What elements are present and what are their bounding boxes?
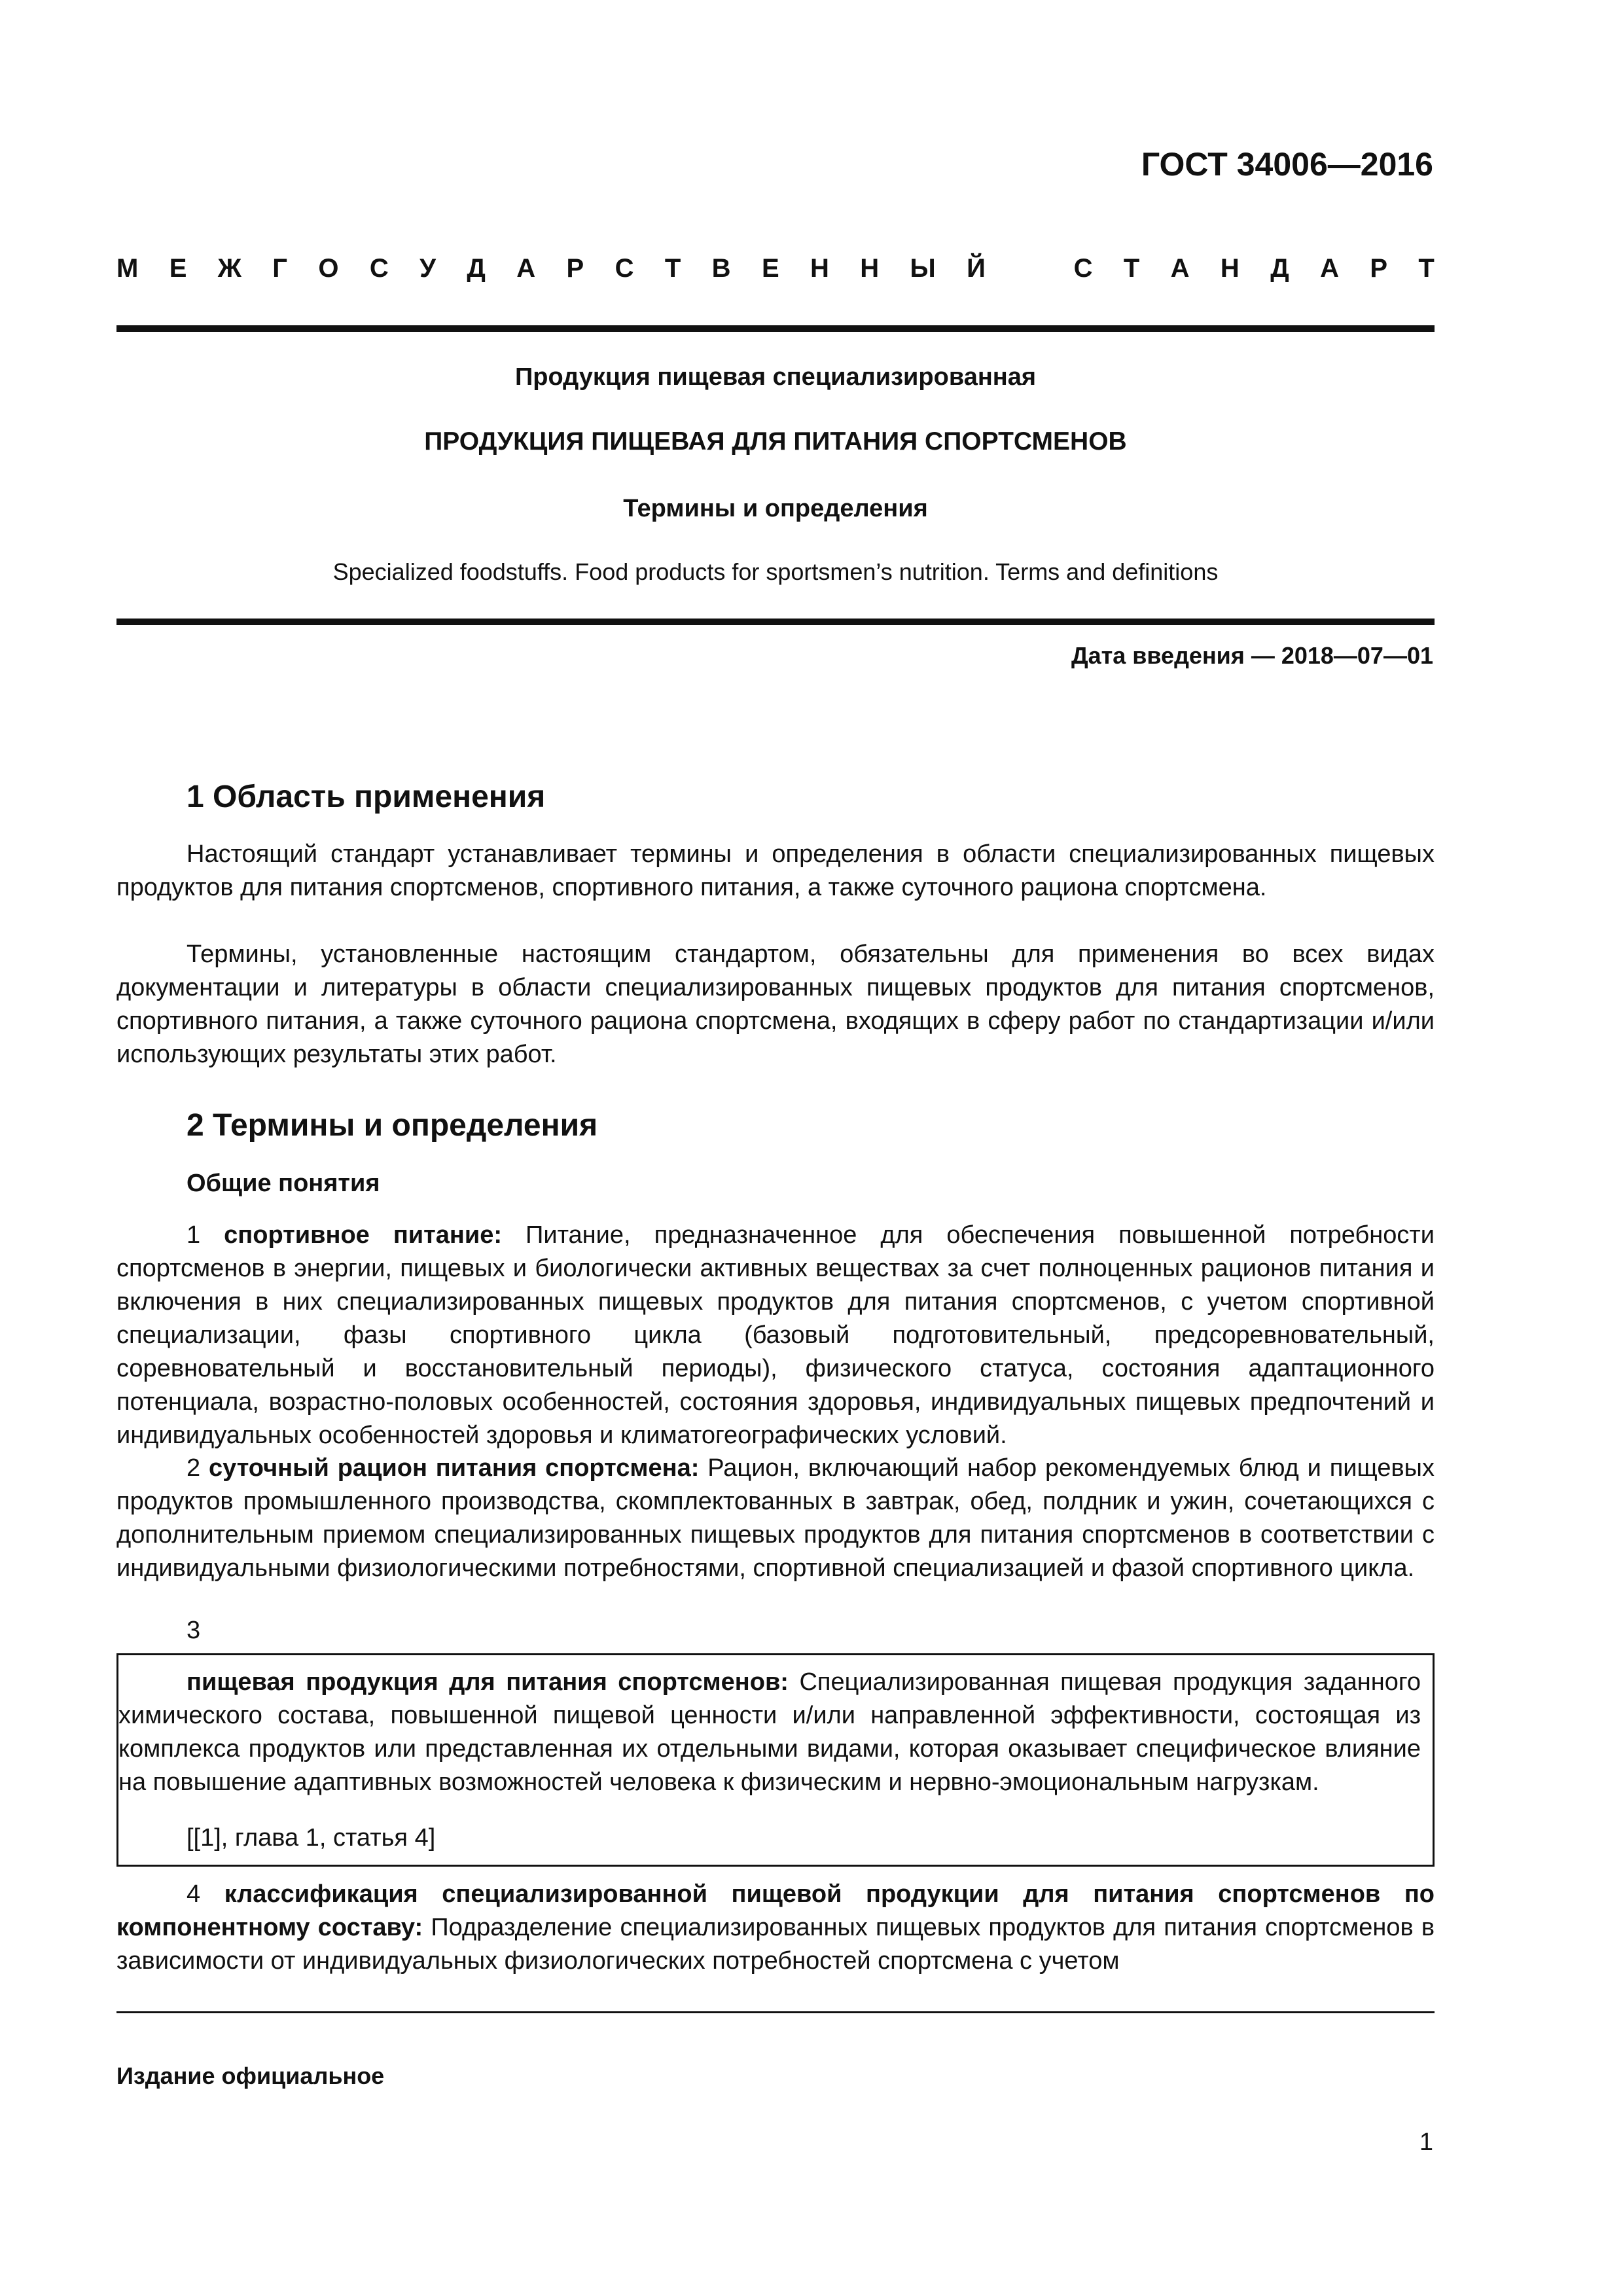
header-rule (116, 325, 1435, 332)
banner-letter: С (1073, 254, 1093, 283)
term-3-definition: Специализированная пищевая продукция заданного химического состава, повышенной пищевой ценности и/или направленной эффективности, состоящая из комплекса продуктов или представленная их отдельными видами, которая оказывает специфическое влияние на повышение адаптивных возможностей человека к физическим и нервно-эмоциональным нагрузкам. (118, 1668, 1421, 1796)
official-edition-label: Издание официальное (116, 2062, 385, 2089)
term-2-definition: Рацион, включающий набор рекомендуемых блюд и пищевых продуктов промышленного производства, скомплектованных в завтрак, обед, полдник и ужин, сочетающихся с дополнительным приемом специализированных пищевых продуктов для питания спортсменов в соответствии с индивидуальными физиологическими потребностями, спортивной специализацией и фазой спортивного цикла. (116, 1454, 1435, 1582)
banner-letter: Ж (217, 254, 241, 283)
banner-letter: Г (272, 254, 287, 283)
footer-rule (116, 2011, 1435, 2013)
banner-letter: Т (1123, 254, 1140, 283)
banner-letter: Д (1270, 254, 1289, 283)
term-3-reference: [[1], глава 1, статья 4] (187, 1824, 436, 1852)
introduction-date: Дата введения — 2018—07—01 (1071, 642, 1433, 669)
term-4-number: 4 (187, 1880, 201, 1908)
banner-letter: С (615, 254, 634, 283)
banner-letter: Т (1418, 254, 1435, 283)
banner-letter: С (369, 254, 389, 283)
title-rule (116, 619, 1435, 625)
banner-letter: Е (169, 254, 187, 283)
banner-letter: Н (810, 254, 829, 283)
banner-letter: Н (860, 254, 880, 283)
term-1-definition: Питание, предназначенное для обеспечения повышенной потребности спортсменов в энергии, пищевых и биологически активных веществах за счет полноценных рационов питания и включения в них специализированных пищевых продуктов для питания спортсменов, с учетом спортивной специализации, фазы спортивного цикла (базовый подготовительный, предсоревновательный, соревновательный и восстановительный периоды), физического статуса, состояния адаптационного потенциала, возрастно-половых особенностей, состояния здоровья, индивидуальных пищевых предпочтений и индивидуальных особенностей здоровья и климатогеографических условий. (116, 1221, 1435, 1449)
banner-letter: А (516, 254, 536, 283)
banner-letter: Е (761, 254, 779, 283)
term-4-definition: Подразделение специализированных пищевых продуктов для питания спортсменов в зависимости от индивидуальных физиологических потребностей спортсмена с учетом (116, 1914, 1435, 1975)
term-1 (116, 1219, 1435, 1452)
banner-letter: В (711, 254, 731, 283)
term-3-name: пищевая продукция для питания спортсменов: (187, 1668, 789, 1696)
document-terms-title: Термины и определения (623, 495, 928, 522)
banner-letter: Д (467, 254, 486, 283)
banner-letter: Т (664, 254, 681, 283)
term-4 (116, 1878, 1435, 1978)
standard-code: ГОСТ 34006—2016 (1141, 146, 1433, 183)
document-subtitle: Продукция пищевая специализированная (514, 363, 1037, 391)
term-2-name: суточный рацион питания спортсмена: (208, 1454, 700, 1482)
term-2 (116, 1452, 1435, 1585)
general-concepts-subheading: Общие понятия (187, 1170, 380, 1197)
section-2-heading: 2 Термины и определения (187, 1108, 598, 1143)
term-3 (118, 1666, 1421, 1799)
banner-letter (1016, 254, 1043, 283)
banner-letter: Р (1370, 254, 1388, 283)
term-3-number: 3 (187, 1617, 201, 1644)
banner-letter: Й (967, 254, 986, 283)
section-1-paragraph-2: Термины, установленные настоящим стандартом, обязательны для применения во всех видах документации и литературы в области специализированных пищевых продуктов для питания спортсменов, спортивного питания, а также суточного рациона спортсмена, входящих в сферу работ по стандартизации и/или использующих результаты этих работ. (116, 941, 1435, 1068)
term-4-name: классификация специализированной пищевой продукции для питания спортсменов по компонентному составу: (116, 1880, 1435, 1941)
banner-letter: А (1320, 254, 1339, 283)
term-2-number: 2 (187, 1454, 201, 1482)
banner-letter: А (1170, 254, 1190, 283)
section-1-heading: 1 Область применения (187, 780, 546, 814)
section-1-paragraph-1: Настоящий стандарт устанавливает термины и определения в области специализированных пищевых продуктов для питания спортсменов, спортивного питания, а также суточного рациона спортсмена. (116, 840, 1435, 901)
banner-letter: О (318, 254, 339, 283)
document-title: ПРОДУКЦИЯ ПИЩЕВАЯ ДЛЯ ПИТАНИЯ СПОРТСМЕНОВ (424, 427, 1127, 456)
banner-letter: Н (1220, 254, 1240, 283)
banner-letter: Ы (910, 254, 936, 283)
banner-letter: Р (566, 254, 584, 283)
term-1-name: спортивное питание: (224, 1221, 502, 1249)
banner-letter: М (116, 254, 139, 283)
banner-letter: У (419, 254, 437, 283)
interstate-standard-banner (116, 254, 1435, 283)
page-number: 1 (1419, 2128, 1433, 2156)
english-title: Specialized foodstuffs. Food products for sportsmen’s nutrition. Terms and definitions (332, 558, 1219, 585)
term-1-number: 1 (187, 1221, 201, 1249)
